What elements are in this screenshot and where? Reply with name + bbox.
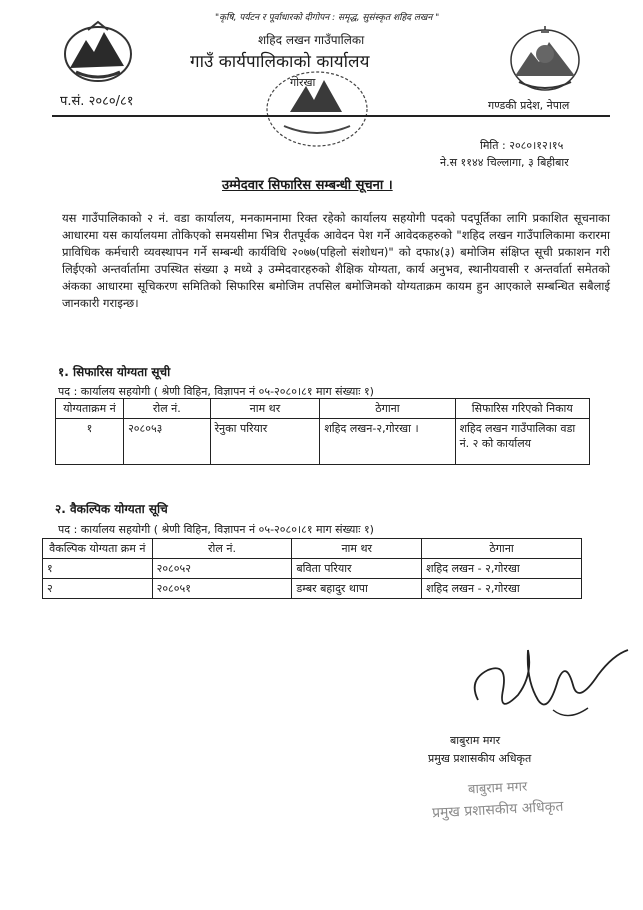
table-cell: २०८०५३ bbox=[124, 419, 211, 465]
table-cell: रेनुका परियार bbox=[210, 419, 320, 465]
notice-title: उम्मेदवार सिफारिस सम्बन्धी सूचना । bbox=[222, 178, 393, 193]
table-header-cell: ठेगाना bbox=[320, 399, 455, 419]
table-header-cell: ठेगाना bbox=[422, 539, 582, 559]
nepal-emblem-icon bbox=[58, 18, 138, 86]
notice-body: यस गाउँपालिकाको २ नं. वडा कार्यालय, मनकामनामा रिक्त रहेको कार्यालय सहयोगी पदको पदपूर्तिका लागि प्रकाशित सूचनाका आधारमा यस कार्यालयमा तोकिएको समयसीमा भित्र रीतपूर्वक आवेदन पेश गर्ने आवेदकहरुको "शहिद लखन गाउँपालिकामा करारमा प्राविधिक कर्मचारी व्यवस्थापन गर्ने सम्बन्धी कार्यविधि २०७७(पहिलो संशोधन)" को दफा४(३) बमोजिम संक्षिप्त सूची प्रकाशन गरी लिईएको अन्तर्वार्तामा उपस्थित संख्या ३ मध्ये ३ उम्मेदवारहरुको शैक्षिक योग्यता, कार्य अनुभव, स्थानीयवासी र अन्तर्वार्ता समेतको अंकका आधारमा सूचिकरण समितिको सिफारिस बमोजिम तपसिल बमोजिमको योग्यताक्रम कायम हुन आएकाले सम्बन्धित सबैलाई जानकारी गराइन्छ। bbox=[62, 211, 610, 310]
table-cell: २०८०५१ bbox=[152, 579, 292, 599]
table-header-row bbox=[43, 539, 582, 559]
office-name: गाउँ कार्यपालिकाको कार्यालय bbox=[190, 52, 370, 72]
table-cell: शहिद लखन - २,गोरखा bbox=[422, 559, 582, 579]
table-cell: बविता परियार bbox=[292, 559, 422, 579]
recommendation-table bbox=[55, 398, 590, 465]
table-header-cell: सिफारिस गरिएको निकाय bbox=[455, 399, 589, 419]
municipality-name: शहिद लखन गाउँपालिका bbox=[258, 33, 365, 47]
table-header-cell: नाम थर bbox=[210, 399, 320, 419]
table-cell: शहिद लखन - २,गोरखा bbox=[422, 579, 582, 599]
stamp-name: बाबुराम मगर bbox=[467, 779, 528, 798]
table-row bbox=[43, 579, 582, 599]
signature-icon bbox=[458, 640, 633, 730]
header-divider bbox=[52, 115, 610, 117]
stamp-title: प्रमुख प्रशासकीय अधिकृत bbox=[431, 798, 564, 822]
date-line-2: ने.स ११४४ चिल्लागा, ३ बिहीबार bbox=[440, 156, 569, 169]
reference-number: प.सं. २०८०/८१ bbox=[60, 94, 134, 109]
table-cell: शहिद लखन-२,गोरखा । bbox=[320, 419, 455, 465]
province: गण्डकी प्रदेश, नेपाल bbox=[488, 99, 570, 112]
table-row bbox=[43, 559, 582, 579]
table-cell: २ bbox=[43, 579, 153, 599]
table-header-row bbox=[56, 399, 590, 419]
table-header-cell: रोल नं. bbox=[152, 539, 292, 559]
table-header-cell: वैकल्पिक योग्यता क्रम नं bbox=[43, 539, 153, 559]
office-seal-icon bbox=[262, 68, 372, 150]
alternate-table bbox=[42, 538, 582, 599]
table-header-cell: नाम थर bbox=[292, 539, 422, 559]
table-header-cell: योग्यताक्रम नं bbox=[56, 399, 124, 419]
signatory-name: बाबुराम मगर bbox=[450, 734, 501, 747]
table-cell: २०८०५२ bbox=[152, 559, 292, 579]
section1-heading: १. सिफारिस योग्यता सूची bbox=[58, 365, 171, 379]
table-row bbox=[56, 419, 590, 465]
motto: "कृषि, पर्यटन र पूर्वाधारको दीगोपन : समृद्ध, सुसंस्कृत शहिद लखन " bbox=[215, 13, 440, 23]
local-logo-icon bbox=[505, 24, 585, 94]
section1-post: पद : कार्यालय सहयोगी ( श्रेणी विहिन, विज्ञापन नं ०५-२०८०।८१ माग संख्याः १) bbox=[58, 385, 374, 398]
section2-heading: २. वैकल्पिक योग्यता सूचि bbox=[55, 502, 168, 516]
date-line-1: मिति : २०८०।१२।१५ bbox=[480, 139, 564, 152]
table-cell: १ bbox=[56, 419, 124, 465]
table-cell: शहिद लखन गाउँपालिका वडा नं. २ को कार्यालय bbox=[455, 419, 589, 465]
table-cell: १ bbox=[43, 559, 153, 579]
section2-post: पद : कार्यालय सहयोगी ( श्रेणी विहिन, विज्ञापन नं ०५-२०८०।८१ माग संख्याः १) bbox=[58, 523, 374, 536]
table-cell: डम्बर बहादुर थापा bbox=[292, 579, 422, 599]
signatory-title: प्रमुख प्रशासकीय अधिकृत bbox=[428, 752, 532, 765]
table-header-cell: रोल नं. bbox=[124, 399, 211, 419]
office-location: गोरखा bbox=[290, 76, 316, 89]
